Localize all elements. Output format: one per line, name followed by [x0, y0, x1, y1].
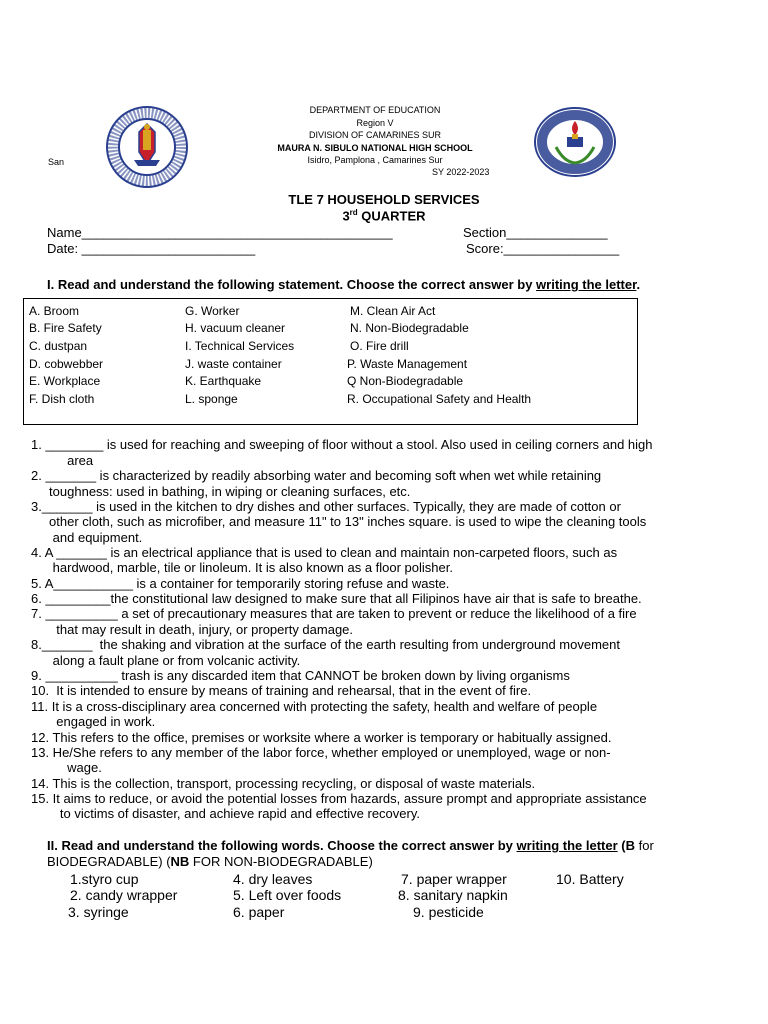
header-line-division: DIVISION OF CAMARINES SUR [308, 130, 442, 140]
question-line: 12. This refers to the office, premises or worksite where a worker is temporary or habitually assigned. [31, 730, 612, 745]
question-line: that may result in death, injury, or property damage. [31, 622, 354, 637]
question-line: 13. He/She refers to any member of the labor force, whether employed or unemployed, wage or non- [31, 745, 611, 760]
question-line: 9. __________ trash is any discarded item that CANNOT be broken down by living organisms [31, 668, 570, 683]
choice-item: D. cobwebber [29, 357, 104, 371]
question-line: and equipment. [31, 530, 143, 545]
date-field[interactable]: Date: ________________________ [47, 241, 256, 256]
choice-item: G. Worker [185, 304, 240, 318]
exam-quarter: 3rd QUARTER [342, 208, 426, 224]
question-line: 7. __________ a set of precautionary measures that are taken to prevent or reduce the likelihood of a fire [31, 606, 637, 621]
exam-title: TLE 7 HOUSEHOLD SERVICES [288, 192, 480, 207]
choice-item: C. dustpan [29, 339, 88, 353]
question-line: 2. _______ is characterized by readily absorbing water and becoming soft when wet while retaining [31, 468, 602, 483]
header-left-fragment: San [48, 157, 65, 167]
question-line: along a fault plane or from volcanic activity. [31, 653, 301, 668]
part2-item: 6. paper [233, 904, 285, 920]
question-line: 1. ________ is used for reaching and sweeping of floor without a stool. Also used in ceiling corners and high [31, 437, 653, 452]
choice-item: I. Technical Services [185, 339, 295, 353]
question-line: 15. It aims to reduce, or avoid the potential losses from hazards, assure prompt and appropriate assistance [31, 791, 647, 806]
question-line: other cloth, such as microfiber, and measure 11" to 13" inches square. is used to wipe the cleaning tools [31, 514, 647, 529]
header-line-address: Isidro, Pamplona , Camarines Sur [307, 155, 443, 165]
part2-item: 9. pesticide [413, 904, 484, 920]
choice-item: F. Dish cloth [29, 392, 95, 406]
part2-item: 8. sanitary napkin [398, 887, 508, 903]
question-line: area [31, 453, 94, 468]
section-field[interactable]: Section______________ [463, 225, 608, 240]
question-line: 14. This is the collection, transport, processing recycling, or disposal of waste materials. [31, 776, 536, 791]
question-line: engaged in work. [31, 714, 156, 729]
part2-item: 7. paper wrapper [401, 871, 507, 887]
question-line: 3._______ is used in the kitchen to dry dishes and other surfaces. Typically, they are made of cotton or [31, 499, 621, 514]
choice-item: H. vacuum cleaner [185, 321, 286, 335]
question-line: 10. It is intended to ensure by means of training and rehearsal, that in the event of fire. [31, 683, 532, 698]
question-line: 4. A _______ is an electrical appliance that is used to clean and maintain non-carpeted floors, such as [31, 545, 618, 560]
question-line: 5. A___________ is a container for temporarily storing refuse and waste. [31, 576, 450, 591]
choice-item: R. Occupational Safety and Health [347, 392, 532, 406]
question-line: 11. It is a cross-disciplinary area concerned with protecting the safety, health and welfare of people [31, 699, 598, 714]
part2-item: 1.styro cup [70, 871, 139, 887]
choice-item: K. Earthquake [185, 374, 262, 388]
choice-item: J. waste container [185, 357, 282, 371]
part1-instructions: I. Read and understand the following statement. Choose the correct answer by writing the letter. [47, 277, 641, 292]
header-line-region: Region V [356, 117, 394, 128]
question-line: toughness: used in bathing, in wiping or cleaning surfaces, etc. [31, 484, 411, 499]
part2-item: 10. Battery [556, 871, 624, 887]
question-line: 6. _________the constitutional law designed to make sure that all Filipinos have air that is safe to breathe. [31, 591, 642, 606]
header-line-school-year: SY 2022-2023 [432, 167, 490, 177]
part2-item: 2. candy wrapper [70, 887, 178, 903]
part2-item: 5. Left over foods [233, 887, 342, 903]
choice-item: E. Workplace [29, 374, 101, 388]
score-field[interactable]: Score:________________ [466, 241, 620, 256]
name-field[interactable]: Name___________________________________________ [47, 225, 393, 240]
header-line-school: MAURA N. SIBULO NATIONAL HIGH SCHOOL [277, 142, 473, 153]
choice-item: A. Broom [29, 304, 80, 318]
part2-item: 4. dry leaves [233, 871, 313, 887]
school-seal-logo [534, 107, 616, 177]
choice-item: L. sponge [185, 392, 238, 406]
choice-item: P. Waste Management [347, 357, 468, 371]
choice-item: O. Fire drill [350, 339, 409, 353]
question-line: to victims of disaster, and achieve rapid and effective recovery. [31, 806, 420, 821]
deped-seal-logo [106, 106, 188, 188]
question-line: hardwood, marble, tile or linoleum. It is also known as a floor polisher. [31, 560, 453, 575]
choice-item: Q Non-Biodegradable [347, 374, 464, 388]
part2-instructions-line2: BIODEGRADABLE) (NB FOR NON-BIODEGRADABLE) [47, 854, 373, 869]
choices-box [23, 298, 638, 425]
choice-item: N. Non-Biodegradable [350, 321, 469, 335]
part2-item: 3. syringe [68, 904, 129, 920]
choice-item: B. Fire Safety [29, 321, 102, 335]
header-line-department: DEPARTMENT OF EDUCATION [309, 105, 441, 115]
part2-instructions: II. Read and understand the following words. Choose the correct answer by writing the letter (B for [47, 838, 654, 853]
question-line: wage. [31, 760, 102, 775]
question-line: 8._______ the shaking and vibration at the surface of the earth resulting from underground movement [31, 637, 620, 652]
choice-item: M. Clean Air Act [350, 304, 436, 318]
